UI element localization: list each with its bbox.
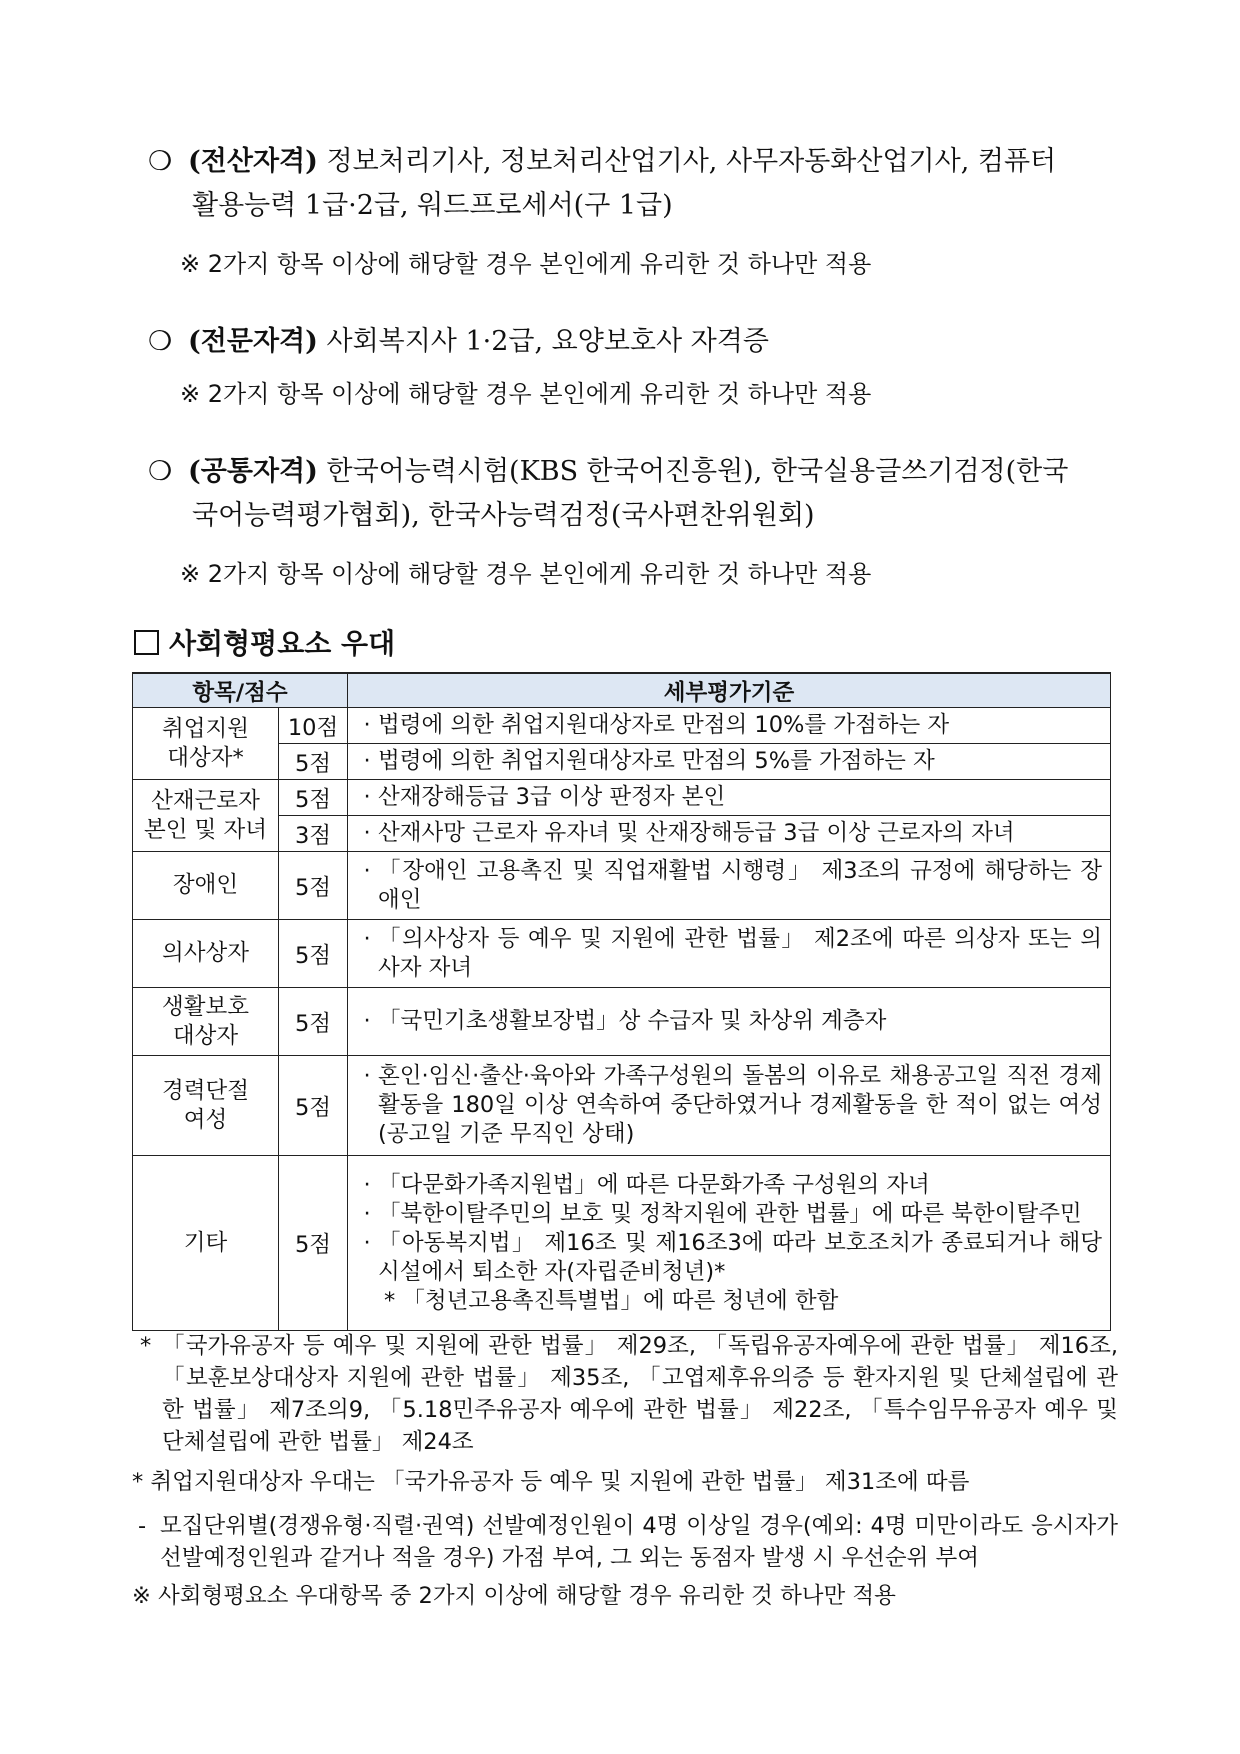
points-cell: 5점 <box>279 920 348 988</box>
criteria-cell: · 산재사망 근로자 유자녀 및 산재장해등급 3급 이상 근로자의 자녀 <box>348 816 1111 852</box>
section-line: 국어능력평가협회), 한국사능력검정(국사편찬위원회) <box>192 500 815 531</box>
section-line: 한국어능력시험(KBS 한국어진흥원), 한국실용글쓰기검정(한국 <box>326 456 1069 487</box>
section-professional-qualification <box>148 320 1118 364</box>
points-cell: 5점 <box>279 988 348 1056</box>
section-title: (공통자격) <box>188 456 318 487</box>
category-cell: 생활보호 대상자 <box>133 988 279 1056</box>
section-note: ※ 2가지 항목 이상에 해당할 경우 본인에게 유리한 것 하나만 적용 <box>180 250 872 278</box>
table-row <box>133 852 1111 920</box>
criteria-cell: · 「의사상자 등 예우 및 지원에 관한 법률」 제2조에 따른 의상자 또는 의사자 자녀 <box>348 920 1111 988</box>
category-cell: 기타 <box>133 1156 279 1331</box>
section-line: 정보처리기사, 정보처리산업기사, 사무자동화산업기사, 컴퓨터 <box>326 146 1057 177</box>
circle-bullet-icon: ❍ <box>148 146 173 177</box>
criteria-cell: · 산재장해등급 3급 이상 판정자 본인 <box>348 780 1111 816</box>
category-cell: 의사상자 <box>133 920 279 988</box>
points-cell: 5점 <box>279 780 348 816</box>
table-header-cell: 세부평가기준 <box>348 673 1111 708</box>
section-common-qualification <box>148 450 1118 538</box>
criteria-cell: · 혼인·임신·출산·육아와 가족구성원의 돌봄의 이유로 채용공고일 직전 경제활동을 180일 이상 연속하여 중단하였거나 경제활동을 한 적이 없는 여성(공고일 기준 무직인 상태) <box>348 1056 1111 1156</box>
table-row <box>133 780 1111 816</box>
section-line: 활용능력 1급·2급, 워드프로세서(구 1급) <box>192 190 673 221</box>
section-line: 사회복지사 1·2급, 요양보호사 자격증 <box>326 326 769 357</box>
criteria-cell: · 「다문화가족지원법」에 따른 다문화가족 구성원의 자녀 · 「북한이탈주민의 보호 및 정착지원에 관한 법률」에 따른 북한이탈주민 · 「아동복지법」 제16조 및 제16조3에 따라 보호조치가 종료되거나 해당 시설에서 퇴소한 자(자립준비청년)* * 「청년고용촉진특별법」에 따른 청년에 한함 <box>348 1156 1111 1331</box>
table-row <box>133 1056 1111 1156</box>
criteria-table <box>132 672 1111 1331</box>
criteria-cell: · 법령에 의한 취업지원대상자로 만점의 10%를 가점하는 자 <box>348 708 1111 744</box>
category-cell: 경력단절 여성 <box>133 1056 279 1156</box>
footnote-recruitment-unit: - 모집단위별(경쟁유형·직렬·권역) 선발예정인원이 4명 이상일 경우(예외: 4명 미만이라도 응시자가 선발예정인원과 같거나 적을 경우) 가점 부여, 그 외는 동점자 발생 시 우선순위 부여 <box>138 1513 1118 1571</box>
criteria-cell: · 「국민기초생활보장법」상 수급자 및 차상위 계층자 <box>348 988 1111 1056</box>
table-row <box>133 708 1111 744</box>
table-header-row <box>133 673 1111 708</box>
category-cell: 산재근로자 본인 및 자녀 <box>133 780 279 852</box>
table-row <box>133 816 1111 852</box>
points-cell: 10점 <box>279 708 348 744</box>
points-cell: 3점 <box>279 816 348 852</box>
points-cell: 5점 <box>279 744 348 780</box>
footnote-one-applies: ※ 사회형평요소 우대항목 중 2가지 이상에 해당할 경우 유리한 것 하나만 적용 <box>132 1583 896 1609</box>
footnote-employment-support: * 취업지원대상자 우대는 「국가유공자 등 예우 및 지원에 관한 법률」 제31조에 따름 <box>132 1469 970 1495</box>
criteria-subnote: * 「청년고용촉진특별법」에 따른 청년에 한함 <box>384 1287 839 1314</box>
section-heading <box>134 624 395 664</box>
section-title: (전산자격) <box>188 146 318 177</box>
table-row <box>133 988 1111 1056</box>
circle-bullet-icon: ❍ <box>148 456 173 487</box>
table-row <box>133 1156 1111 1331</box>
section-note: ※ 2가지 항목 이상에 해당할 경우 본인에게 유리한 것 하나만 적용 <box>180 380 872 408</box>
criteria-cell: · 「장애인 고용촉진 및 직업재활법 시행령」 제3조의 규정에 해당하는 장애인 <box>348 852 1111 920</box>
criteria-cell: · 법령에 의한 취업지원대상자로 만점의 5%를 가점하는 자 <box>348 744 1111 780</box>
table-row <box>133 744 1111 780</box>
heading-text: 사회형평요소 우대 <box>169 627 396 660</box>
category-cell: 취업지원 대상자* <box>133 708 279 780</box>
points-cell: 5점 <box>279 852 348 920</box>
table-header-cell: 항목/점수 <box>133 673 348 708</box>
footnote-law-list: * 「국가유공자 등 예우 및 지원에 관한 법률」 제29조, 「독립유공자예우에 관한 법률」 제16조, 「보훈보상대상자 지원에 관한 법률」 제35조, 「고엽제후유의증 등 환자지원 및 단체설립에 관한 법률」 제7조의9, 「5.18민주유공자 예우에 관한 법률」 제22조, 「특수임무유공자 예우 및 단체설립에 관한 법률」 제24조 <box>140 1333 1118 1455</box>
table-row <box>133 920 1111 988</box>
section-title: (전문자격) <box>188 326 318 357</box>
section-it-qualification <box>148 140 1118 228</box>
circle-bullet-icon: ❍ <box>148 326 173 357</box>
category-cell: 장애인 <box>133 852 279 920</box>
points-cell: 5점 <box>279 1156 348 1331</box>
checkbox-square-icon <box>134 630 159 655</box>
points-cell: 5점 <box>279 1056 348 1156</box>
section-note: ※ 2가지 항목 이상에 해당할 경우 본인에게 유리한 것 하나만 적용 <box>180 560 872 588</box>
